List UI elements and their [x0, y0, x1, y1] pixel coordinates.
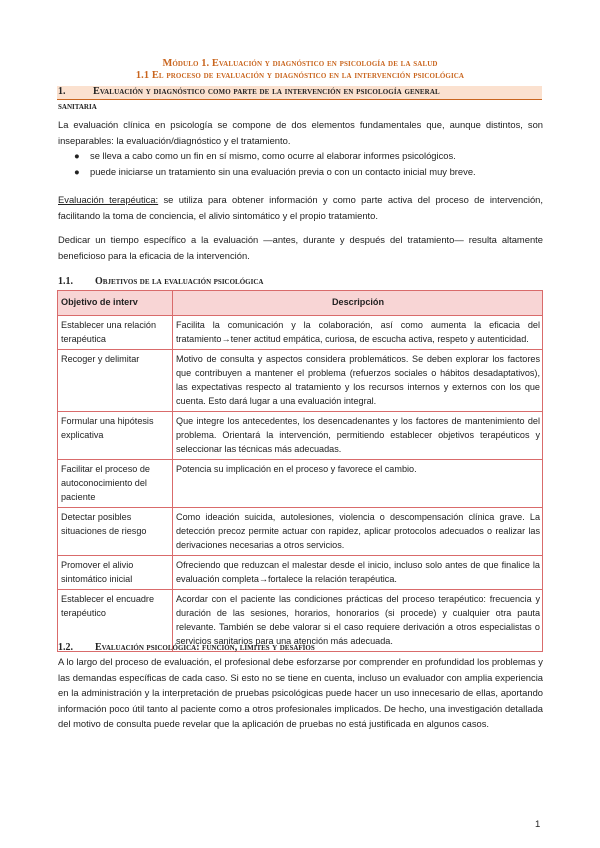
objective-cell: Detectar posibles situaciones de riesgo [58, 508, 173, 556]
bullet-text: puede iniciarse un tratamiento sin una evaluación previa o con un contacto inicial muy breve. [90, 165, 476, 177]
table-header-row [58, 291, 543, 316]
subsection-number: 1.1. [58, 276, 73, 287]
page-number: 1 [535, 819, 541, 830]
objective-cell: Recoger y delimitar [58, 350, 173, 412]
subsection-heading-objectives [58, 276, 263, 287]
section-underline [57, 99, 542, 100]
function-paragraph: A lo largo del proceso de evaluación, el profesional debe esforzarse por comprender en profundidad los problemas y las demandas específicas de cada caso. Si esto no se tiene en cuenta, incluso un evaluador con amplia experiencia en la administración y la interpretación de pruebas psicológicas puede hacer un uso innecesario de ellas, aportando información poco útil tanto al paciente como a otros profesionales implicados. De hecho, una investigación detallada del motivo de consulta puede revelar que la aplicación de pruebas no está justificada en algunos casos. [58, 656, 543, 730]
section-number: 1. [58, 86, 66, 97]
evaluation-time-paragraph: Dedicar un tiempo específico a la evaluación —antes, durante y después del tratamiento— resulta altamente beneficioso para la eficacia de la intervención. [58, 234, 543, 261]
table-row [58, 508, 543, 556]
subsection-number: 1.2. [58, 642, 73, 653]
table-row [58, 350, 543, 412]
section-title: Evaluación y diagnóstico como parte de la intervención en psicología general [93, 86, 440, 97]
subsection-title: Evaluación psicológica: función, límites y desafíos [95, 642, 315, 653]
section-title-continued: sanitaria [58, 101, 97, 112]
term-label: Evaluación terapéutica: [58, 194, 159, 205]
column-header-description: Descripción [173, 291, 543, 316]
list-item [74, 164, 544, 180]
column-header-objective: Objetivo de interv [58, 291, 173, 316]
table-row [58, 316, 543, 350]
table-row [58, 412, 543, 460]
objective-cell: Facilitar el proceso de autoconocimiento del paciente [58, 460, 173, 508]
bullet-text: se lleva a cabo como un fin en sí mismo, como ocurre al elaborar informes psicológicos. [90, 150, 456, 161]
objective-cell: Promover el alivio sintomático inicial [58, 556, 173, 590]
description-cell: Como ideación suicida, autolesiones, violencia o descompensación clínica grave. La detección precoz permite actuar con rapidez, aplicar protocolos adecuados o realizar las derivaciones necesarias a otros servicios. [173, 508, 543, 556]
intro-paragraph: La evaluación clínica en psicología se compone de dos elementos fundamentales que, aunque distintos, son inseparables: la evaluación/diagnóstico y el tratamiento. [58, 119, 543, 146]
table-row [58, 460, 543, 508]
description-cell: Que integre los antecedentes, los desencadenantes y los factores de mantenimiento del problema. Orientará la intervención, permitiendo establecer objetivos terapéuticos y seleccionar las técnicas más adecuadas. [173, 412, 543, 460]
bullet-list [74, 148, 544, 179]
description-cell: Facilita la comunicación y la colaboración, así como aumenta la eficacia del tratamiento→tener actitud empática, curiosa, de escucha activa, respeto y autenticidad. [173, 316, 543, 350]
description-cell: Ofreciendo que reduzcan el malestar desde el inicio, incluso solo antes de que finalice la evaluación completa→fortalece la relación terapéutica. [173, 556, 543, 590]
objective-cell: Formular una hipótesis explicativa [58, 412, 173, 460]
module-header: Módulo 1. Evaluación y diagnóstico en psicología de la salud [162, 58, 438, 69]
table-row [58, 556, 543, 590]
description-cell: Acordar con el paciente las condiciones prácticas del proceso terapéutico: frecuencia y duración de las sesiones, horarios, honorarios (si procede) y cualquier otra pauta relevante. También se debe valorar si el caso requiere derivación a otros especialistas o servicios sanitarios para una atención más adecuada. [173, 590, 543, 652]
bullet-icon: ● [74, 165, 80, 177]
term-text: se utiliza para obtener información y como parte activa del proceso de intervención, facilitando la toma de conciencia, el alivio sintomático y el propio tratamiento. [58, 194, 543, 221]
bullet-icon: ● [74, 150, 80, 161]
therapeutic-evaluation-paragraph [58, 192, 543, 223]
description-cell: Potencia su implicación en el proceso y favorece el cambio. [173, 460, 543, 508]
subsection-title: Objetivos de la evaluación psicológica [95, 276, 264, 287]
description-cell: Motivo de consulta y aspectos considera problemáticos. Se deben explorar los factores que contribuyen a mantener el problema (refuerzos sociales o hábitos desadaptativos), las expectativas respecto al tratamiento y los recursos internos y externos con los que cuenta. Esto dará lugar a una evaluación integral. [173, 350, 543, 412]
list-item [74, 148, 544, 164]
topic-header: 1.1 El proceso de evaluación y diagnóstico en la intervención psicológica [135, 70, 465, 81]
objective-cell: Establecer el encuadre terapéutico [58, 590, 173, 652]
objective-cell: Establecer una relación terapéutica [58, 316, 173, 350]
objectives-table [57, 290, 543, 652]
subsection-heading-function [58, 642, 315, 653]
